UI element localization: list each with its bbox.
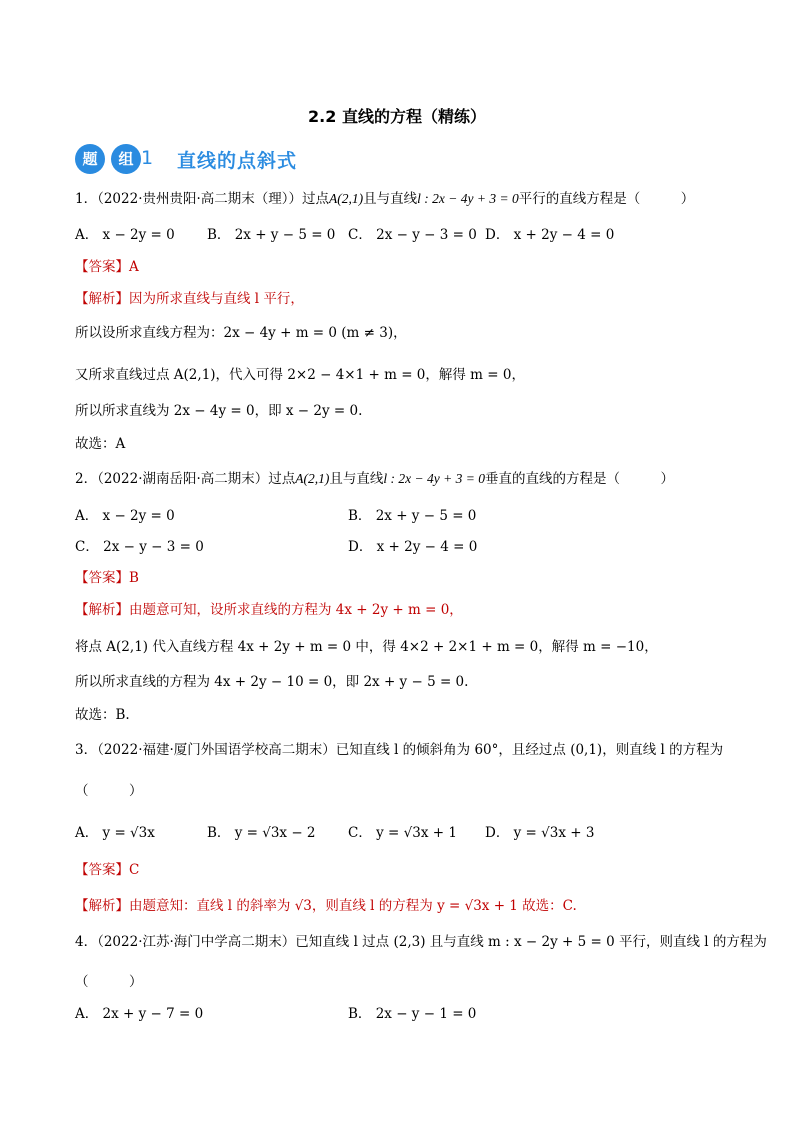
q2-analysis-2: 将点 A(2,1) 代入直线方程 4x + 2y + m = 0 中，得 4×2 + 2×1 + m = 0，解得 m = −10，: [75, 639, 658, 655]
q3-stem-paren: （ ）: [75, 783, 143, 799]
q1-option-d: D． x + 2y − 4 = 0: [485, 227, 615, 243]
section-number: 1: [141, 147, 154, 169]
q2-analysis-4: 故选：B.: [75, 707, 130, 723]
q4-option-a: A． 2x + y − 7 = 0: [75, 1006, 204, 1022]
q1-analysis-4: 所以所求直线为 2x − 4y = 0，即 x − 2y = 0.: [75, 403, 363, 419]
q3-option-d: D． y = √3x + 3: [485, 825, 595, 841]
q1-analysis-1: 【解析】因为所求直线与直线 l 平行，: [75, 291, 304, 307]
q3-option-c: C． y = √3x + 1: [348, 825, 457, 841]
q4-stem: 4．（2022·江苏·海门中学高二期末）已知直线 l 过点 (2,3) 且与直线 m : x − 2y + 5 = 0 平行，则直线 l 的方程为: [75, 934, 767, 950]
q1-stem: 1．（2022·贵州贵阳·高二期末（理））过点A(2,1)且与直线l : 2x − 4y + 3 = 0平行的直线方程是（ ）: [75, 191, 695, 207]
q3-analysis: 【解析】由题意知：直线 l 的斜率为 √3，则直线 l 的方程为 y = √3x + 1 故选：C.: [75, 898, 577, 914]
q2-option-c: C． 2x − y − 3 = 0: [75, 539, 204, 555]
q3-option-b: B． y = √3x − 2: [207, 825, 316, 841]
q2-analysis-1: 【解析】由题意可知，设所求直线的方程为 4x + 2y + m = 0，: [75, 602, 463, 618]
section-badge-zu: 组: [111, 144, 141, 174]
q4-option-b: B． 2x − y − 1 = 0: [348, 1006, 477, 1022]
q2-option-d: D． x + 2y − 4 = 0: [348, 539, 478, 555]
q2-analysis-3: 所以所求直线的方程为 4x + 2y − 10 = 0，即 2x + y − 5 = 0.: [75, 674, 469, 690]
q3-option-a: A． y = √3x: [75, 825, 155, 841]
section-badge-ti: 题: [75, 144, 105, 174]
q1-analysis-5: 故选：A: [75, 436, 126, 452]
q2-answer: 【答案】B: [75, 570, 139, 586]
q2-option-a: A． x − 2y = 0: [75, 508, 175, 524]
q1-option-b: B． 2x + y − 5 = 0: [207, 227, 336, 243]
q1-answer: 【答案】A: [75, 259, 139, 275]
q4-stem-paren: （ ）: [75, 974, 143, 990]
q3-answer: 【答案】C: [75, 862, 140, 878]
q1-option-c: C． 2x − y − 3 = 0: [348, 227, 477, 243]
page-title: 2.2 直线的方程（精练）: [308, 107, 486, 126]
q3-stem: 3．（2022·福建·厦门外国语学校高二期末）已知直线 l 的倾斜角为 60°，且经过点 (0,1)，则直线 l 的方程为: [75, 742, 724, 758]
section-title: 直线的点斜式: [177, 150, 298, 172]
q2-option-b: B． 2x + y − 5 = 0: [348, 508, 477, 524]
q2-stem: 2．（2022·湖南岳阳·高二期末）过点A(2,1)且与直线l : 2x − 4y + 3 = 0垂直的直线的方程是（ ）: [75, 471, 674, 487]
q1-analysis-2: 所以设所求直线方程为：2x − 4y + m = 0 (m ≠ 3)，: [75, 325, 407, 341]
q1-analysis-3: 又所求直线过点 A(2,1)，代入可得 2×2 − 4×1 + m = 0，解得 m = 0，: [75, 367, 525, 383]
q1-option-a: A． x − 2y = 0: [75, 227, 175, 243]
